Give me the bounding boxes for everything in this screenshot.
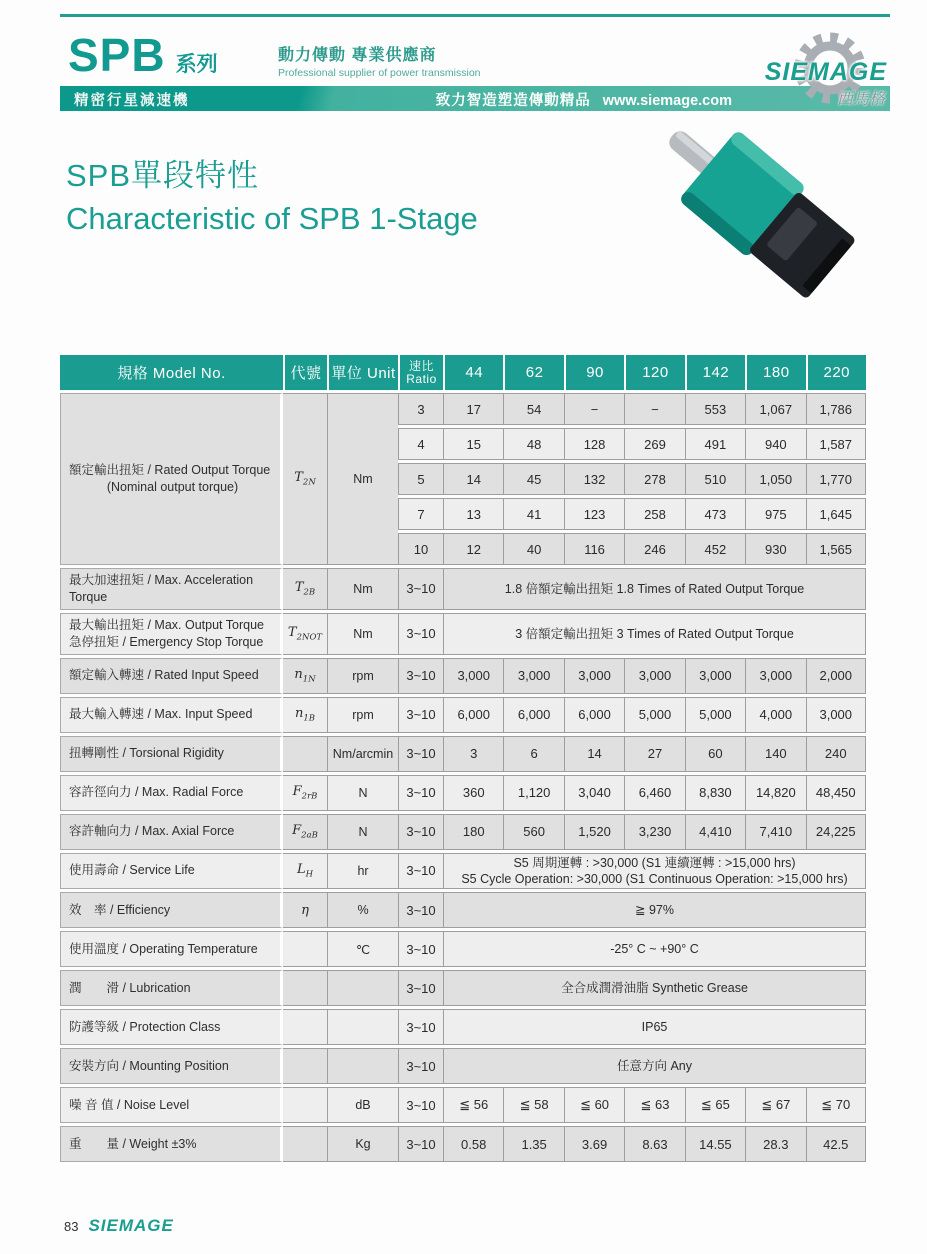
spec-code: $n_{1N}$	[283, 658, 327, 694]
spec-code	[283, 931, 327, 967]
spec-value: 4,000	[745, 697, 805, 733]
spec-unit: Nm	[327, 568, 398, 610]
spec-value: 1,120	[503, 775, 563, 811]
spec-value: 3,000	[685, 658, 745, 694]
spec-value: 278	[624, 463, 684, 495]
banner-slogan: 致力智造塑造傳動精品	[435, 93, 591, 109]
tagline-en: Professional supplier of power transmission	[278, 67, 481, 79]
spec-value: 0.58	[443, 1126, 503, 1162]
spec-ratio: 3~10	[398, 736, 443, 772]
spec-value: 3,000	[745, 658, 805, 694]
spec-value: 14	[443, 463, 503, 495]
row-label: 效 率 / Efficiency	[60, 892, 283, 928]
spec-value: 930	[745, 533, 805, 565]
spec-table	[60, 352, 866, 1165]
row-label: 最大輸入轉速 / Max. Input Speed	[60, 697, 283, 733]
spec-code	[283, 1048, 327, 1084]
spec-value: 6,000	[443, 697, 503, 733]
spec-code	[283, 1087, 327, 1123]
spec-value: 132	[564, 463, 624, 495]
spec-value: 473	[685, 498, 745, 530]
company-logo	[737, 28, 893, 112]
table-row	[60, 892, 866, 928]
page-footer	[64, 1216, 174, 1236]
spec-value: 3,000	[806, 697, 866, 733]
table-row	[60, 853, 866, 890]
spec-value: −	[564, 393, 624, 425]
spec-value: 14.55	[685, 1126, 745, 1162]
spec-unit: Nm/arcmin	[327, 736, 398, 772]
row-label: 容許徑向力 / Max. Radial Force	[60, 775, 283, 811]
spec-value: 54	[503, 393, 563, 425]
spec-unit	[327, 1009, 398, 1045]
spec-ratio: 5	[398, 463, 443, 495]
logo-wordmark: SIEMAGE	[764, 58, 887, 86]
spec-value: 180	[443, 814, 503, 850]
col-header-size: 180	[745, 355, 805, 390]
spec-value: 12	[443, 533, 503, 565]
row-label: 最大加速扭矩 / Max. Acceleration Torque	[60, 568, 283, 610]
spec-value: 42.5	[806, 1126, 866, 1162]
spec-ratio: 3~10	[398, 853, 443, 890]
spec-value: ≦ 58	[503, 1087, 563, 1123]
spec-value: 258	[624, 498, 684, 530]
spec-value: 1,520	[564, 814, 624, 850]
spec-value: 1,587	[806, 428, 866, 460]
spec-value: 60	[685, 736, 745, 772]
spec-value: 6,460	[624, 775, 684, 811]
spec-ratio: 3~10	[398, 775, 443, 811]
spec-value: 3,000	[503, 658, 563, 694]
table-row	[60, 613, 866, 655]
spec-value: 14,820	[745, 775, 805, 811]
spec-value: ≦ 65	[685, 1087, 745, 1123]
table-header-row	[60, 355, 866, 390]
table-row	[60, 1048, 866, 1084]
spec-unit: N	[327, 775, 398, 811]
table-row	[60, 697, 866, 733]
spec-value: 3	[443, 736, 503, 772]
page-title-zh: SPB單段特性	[66, 158, 260, 193]
spec-ratio: 3~10	[398, 697, 443, 733]
footer-logo: SIEMAGE	[88, 1216, 174, 1235]
spec-code	[283, 1126, 327, 1162]
table-row	[60, 970, 866, 1006]
spec-value: 246	[624, 533, 684, 565]
spec-value-span: 3 倍額定輸出扭矩 3 Times of Rated Output Torque	[443, 613, 866, 655]
top-rule	[60, 14, 890, 17]
spec-ratio: 10	[398, 533, 443, 565]
spec-value: 41	[503, 498, 563, 530]
spec-value-span: 1.8 倍額定輸出扭矩 1.8 Times of Rated Output Torque	[443, 568, 866, 610]
page-number: 83	[64, 1218, 79, 1234]
spec-value-span: -25° C ~ +90° C	[443, 931, 866, 967]
spec-value: 360	[443, 775, 503, 811]
spec-ratio: 3~10	[398, 970, 443, 1006]
spec-ratio: 3	[398, 393, 443, 425]
spec-ratio: 3~10	[398, 1009, 443, 1045]
spec-value: 1,645	[806, 498, 866, 530]
spec-value: 510	[685, 463, 745, 495]
spec-value: 6,000	[564, 697, 624, 733]
col-header-model: 規格 Model No.	[60, 355, 283, 390]
spec-value: 15	[443, 428, 503, 460]
spec-unit	[327, 970, 398, 1006]
spec-table-wrap	[60, 352, 866, 1165]
spec-value: 5,000	[624, 697, 684, 733]
spec-value: 3,000	[624, 658, 684, 694]
col-header-size: 142	[685, 355, 745, 390]
spec-value: 6,000	[503, 697, 563, 733]
series-suffix: 系列	[175, 53, 218, 76]
table-row	[60, 568, 866, 610]
col-header-size: 90	[564, 355, 624, 390]
table-row	[60, 814, 866, 850]
series-name	[68, 29, 218, 81]
company-tagline	[278, 42, 481, 79]
spec-code	[283, 1009, 327, 1045]
spec-value: 452	[685, 533, 745, 565]
page-title	[66, 150, 478, 237]
spec-value: 3,040	[564, 775, 624, 811]
product-image	[630, 125, 902, 320]
table-row	[60, 775, 866, 811]
spec-code	[283, 736, 327, 772]
spec-value: 128	[564, 428, 624, 460]
spec-value: 116	[564, 533, 624, 565]
spec-value: 240	[806, 736, 866, 772]
spec-value: −	[624, 393, 684, 425]
row-label: 扭轉剛性 / Torsional Rigidity	[60, 736, 283, 772]
tagline-zh: 動力傳動 專業供應商	[278, 47, 437, 64]
spec-code: $n_{1B}$	[283, 697, 327, 733]
logo-chinese-name: 西馬格	[836, 91, 885, 108]
spec-unit: ℃	[327, 931, 398, 967]
spec-value: 8,830	[685, 775, 745, 811]
spec-value: 1,050	[745, 463, 805, 495]
row-label: 容許軸向力 / Max. Axial Force	[60, 814, 283, 850]
table-row	[60, 736, 866, 772]
spec-value: ≦ 70	[806, 1087, 866, 1123]
table-row	[60, 393, 866, 425]
spec-value: 28.3	[745, 1126, 805, 1162]
spec-ratio: 3~10	[398, 658, 443, 694]
spec-ratio: 3~10	[398, 613, 443, 655]
spec-ratio: 3~10	[398, 568, 443, 610]
spec-value: 3,000	[564, 658, 624, 694]
spec-ratio: 3~10	[398, 1087, 443, 1123]
row-label: 額定輸入轉速 / Rated Input Speed	[60, 658, 283, 694]
row-label: 使用溫度 / Operating Temperature	[60, 931, 283, 967]
spec-code: $L_H$	[283, 853, 327, 890]
spec-unit: hr	[327, 853, 398, 890]
spec-unit: rpm	[327, 658, 398, 694]
row-label: 最大輸出扭矩 / Max. Output Torque 急停扭矩 / Emergency Stop Torque	[60, 613, 283, 655]
spec-value: 1,770	[806, 463, 866, 495]
table-row	[60, 1009, 866, 1045]
col-header-size: 220	[806, 355, 866, 390]
spec-value: 269	[624, 428, 684, 460]
spec-value: 1,786	[806, 393, 866, 425]
row-label: 潤 滑 / Lubrication	[60, 970, 283, 1006]
col-header-size: 62	[503, 355, 563, 390]
spec-code: η	[283, 892, 327, 928]
website-url: www.siemage.com	[602, 93, 732, 109]
spec-unit	[327, 1048, 398, 1084]
spec-unit: Nm	[327, 393, 398, 565]
spec-value: 13	[443, 498, 503, 530]
spec-value: 1.35	[503, 1126, 563, 1162]
table-row	[60, 1087, 866, 1123]
spec-unit: %	[327, 892, 398, 928]
spec-value: ≦ 63	[624, 1087, 684, 1123]
table-row	[60, 658, 866, 694]
spec-ratio: 3~10	[398, 892, 443, 928]
banner-left-text: 精密行星減速機	[74, 93, 190, 109]
spec-unit: Kg	[327, 1126, 398, 1162]
col-header-unit: 單位 Unit	[327, 355, 398, 390]
spec-code: $F_{2rB}$	[283, 775, 327, 811]
spec-value: ≦ 56	[443, 1087, 503, 1123]
spec-ratio: 3~10	[398, 931, 443, 967]
banner-right-text	[436, 89, 732, 110]
spec-value: 8.63	[624, 1126, 684, 1162]
spec-value: 3.69	[564, 1126, 624, 1162]
row-label: 重 量 / Weight ±3%	[60, 1126, 283, 1162]
spec-code: $T_{2N}$	[283, 393, 327, 565]
col-header-size: 120	[624, 355, 684, 390]
spec-value: 7,410	[745, 814, 805, 850]
spec-code	[283, 970, 327, 1006]
spec-value: 48,450	[806, 775, 866, 811]
page-title-en: Characteristic of SPB 1-Stage	[66, 201, 478, 236]
spec-ratio: 4	[398, 428, 443, 460]
spec-value: 14	[564, 736, 624, 772]
spec-value: 27	[624, 736, 684, 772]
spec-value: 1,067	[745, 393, 805, 425]
spec-value: 553	[685, 393, 745, 425]
spec-value: 40	[503, 533, 563, 565]
spec-value: 2,000	[806, 658, 866, 694]
gearbox-illustration	[630, 125, 902, 315]
spec-value: 24,225	[806, 814, 866, 850]
spec-value-span: IP65	[443, 1009, 866, 1045]
spec-value-span: S5 周期運轉 : >30,000 (S1 連續運轉 : >15,000 hrs) S5 Cycle Operation: >30,000 (S1 Continuous Operation: >15,000 hrs)	[443, 853, 866, 890]
spec-value: 1,565	[806, 533, 866, 565]
spec-value: ≦ 67	[745, 1087, 805, 1123]
spec-value: 560	[503, 814, 563, 850]
spec-value: 140	[745, 736, 805, 772]
spec-value: 940	[745, 428, 805, 460]
spec-value: 975	[745, 498, 805, 530]
spec-value: 45	[503, 463, 563, 495]
spec-value: 3,230	[624, 814, 684, 850]
spec-code: $T_{2NOT}$	[283, 613, 327, 655]
spec-unit: rpm	[327, 697, 398, 733]
spec-value: 491	[685, 428, 745, 460]
spec-code: $F_{2aB}$	[283, 814, 327, 850]
col-header-ratio: 速比 Ratio	[398, 355, 443, 390]
spec-value: ≦ 60	[564, 1087, 624, 1123]
spec-ratio: 3~10	[398, 814, 443, 850]
spec-value-span: 全合成潤滑油脂 Synthetic Grease	[443, 970, 866, 1006]
spec-ratio: 3~10	[398, 1126, 443, 1162]
col-header-size: 44	[443, 355, 503, 390]
row-label: 使用壽命 / Service Life	[60, 853, 283, 890]
series-code: SPB	[68, 29, 166, 81]
spec-value-span: ≧ 97%	[443, 892, 866, 928]
col-header-code: 代號	[283, 355, 327, 390]
row-label: 噪 音 值 / Noise Level	[60, 1087, 283, 1123]
spec-unit: N	[327, 814, 398, 850]
spec-value: 3,000	[443, 658, 503, 694]
spec-ratio: 7	[398, 498, 443, 530]
spec-value-span: 任意方向 Any	[443, 1048, 866, 1084]
spec-code: $T_{2B}$	[283, 568, 327, 610]
spec-unit: dB	[327, 1087, 398, 1123]
row-label: 額定輸出扭矩 / Rated Output Torque (Nominal output torque)	[60, 393, 283, 565]
spec-value: 48	[503, 428, 563, 460]
spec-value: 4,410	[685, 814, 745, 850]
spec-ratio: 3~10	[398, 1048, 443, 1084]
spec-value: 6	[503, 736, 563, 772]
row-label: 安裝方向 / Mounting Position	[60, 1048, 283, 1084]
table-row	[60, 1126, 866, 1162]
spec-value: 123	[564, 498, 624, 530]
spec-value: 5,000	[685, 697, 745, 733]
spec-unit: Nm	[327, 613, 398, 655]
table-row	[60, 931, 866, 967]
spec-value: 17	[443, 393, 503, 425]
row-label: 防護等級 / Protection Class	[60, 1009, 283, 1045]
